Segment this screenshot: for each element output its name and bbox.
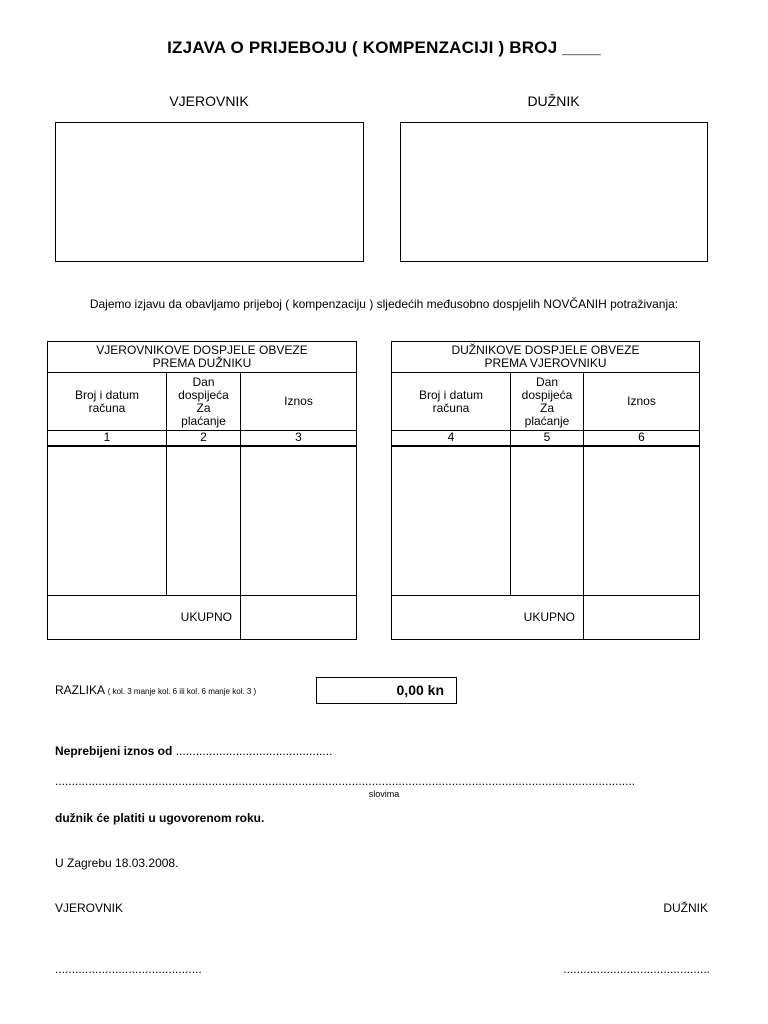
col-invoice-header: Broj i datum računa xyxy=(48,373,167,431)
in-words-caption: slovima xyxy=(368,789,400,799)
creditor-obligations-table xyxy=(47,341,357,640)
creditor-table-heading: VJEROVNIKOVE DOSPJELE OBVEZE PREMA DUŽNIKU xyxy=(48,342,357,373)
col-number: 6 xyxy=(584,431,700,446)
col-invoice-header: Broj i datum računa xyxy=(392,373,511,431)
total-label: UKUPNO xyxy=(48,596,241,640)
invoice-entry-cell[interactable] xyxy=(392,446,511,596)
creditor-label: VJEROVNIK xyxy=(169,93,249,109)
col-number: 5 xyxy=(511,431,584,446)
creditor-signature-line[interactable]: ............................................ xyxy=(55,962,202,976)
unsettled-amount-field[interactable]: ............................................... xyxy=(175,744,333,758)
col-due-header: Dan dospijeća Za plaćanje xyxy=(511,373,584,431)
debtor-label: DUŽNIK xyxy=(527,93,580,109)
amount-in-words-field[interactable]: .............................................................................................................................................................................. xyxy=(55,774,636,788)
amount-entry-cell[interactable] xyxy=(584,446,700,596)
unsettled-line xyxy=(55,744,332,758)
debtor-box[interactable] xyxy=(400,122,708,262)
total-label: UKUPNO xyxy=(392,596,584,640)
col-number: 1 xyxy=(48,431,167,446)
creditor-box[interactable] xyxy=(55,122,364,262)
difference-note: ( kol. 3 manje kol. 6 ili kol. 6 manje kol. 3 ) xyxy=(107,687,257,696)
unsettled-label: Neprebijeni iznos od xyxy=(55,744,173,758)
debtor-obligations-table xyxy=(391,341,700,640)
document-title: IZJAVA O PRIJEBOJU ( KOMPENZACIJI ) BROJ ____ xyxy=(167,38,601,57)
col-number: 4 xyxy=(392,431,511,446)
amount-entry-cell[interactable] xyxy=(241,446,357,596)
debtor-signature-label: DUŽNIK xyxy=(663,901,708,915)
total-amount-cell[interactable] xyxy=(241,596,357,640)
difference-label: RAZLIKA ( kol. 3 manje kol. 6 ili kol. 6 manje kol. 3 ) xyxy=(55,683,257,697)
col-amount-header: Iznos xyxy=(241,373,357,431)
col-number: 3 xyxy=(241,431,357,446)
debtor-table-heading: DUŽNIKOVE DOSPJELE OBVEZE PREMA VJEROVNIKU xyxy=(392,342,700,373)
difference-amount[interactable]: 0,00 kn xyxy=(316,677,457,704)
due-entry-cell[interactable] xyxy=(167,446,241,596)
closing-statement: dužnik će platiti u ugovorenom roku. xyxy=(55,811,265,825)
place-date: U Zagrebu 18.03.2008. xyxy=(55,856,179,870)
creditor-signature-label: VJEROVNIK xyxy=(55,901,124,915)
debtor-signature-line[interactable]: ............................................ xyxy=(563,962,710,976)
col-amount-header: Iznos xyxy=(584,373,700,431)
invoice-entry-cell[interactable] xyxy=(48,446,167,596)
intro-text: Dajemo izjavu da obavljamo prijeboj ( kompenzaciju ) sljedećih međusobno dospjelih NOVČANIH potraživanja: xyxy=(89,297,679,311)
col-number: 2 xyxy=(167,431,241,446)
total-amount-cell[interactable] xyxy=(584,596,700,640)
col-due-header: Dan dospijeća Za plaćanje xyxy=(167,373,241,431)
due-entry-cell[interactable] xyxy=(511,446,584,596)
